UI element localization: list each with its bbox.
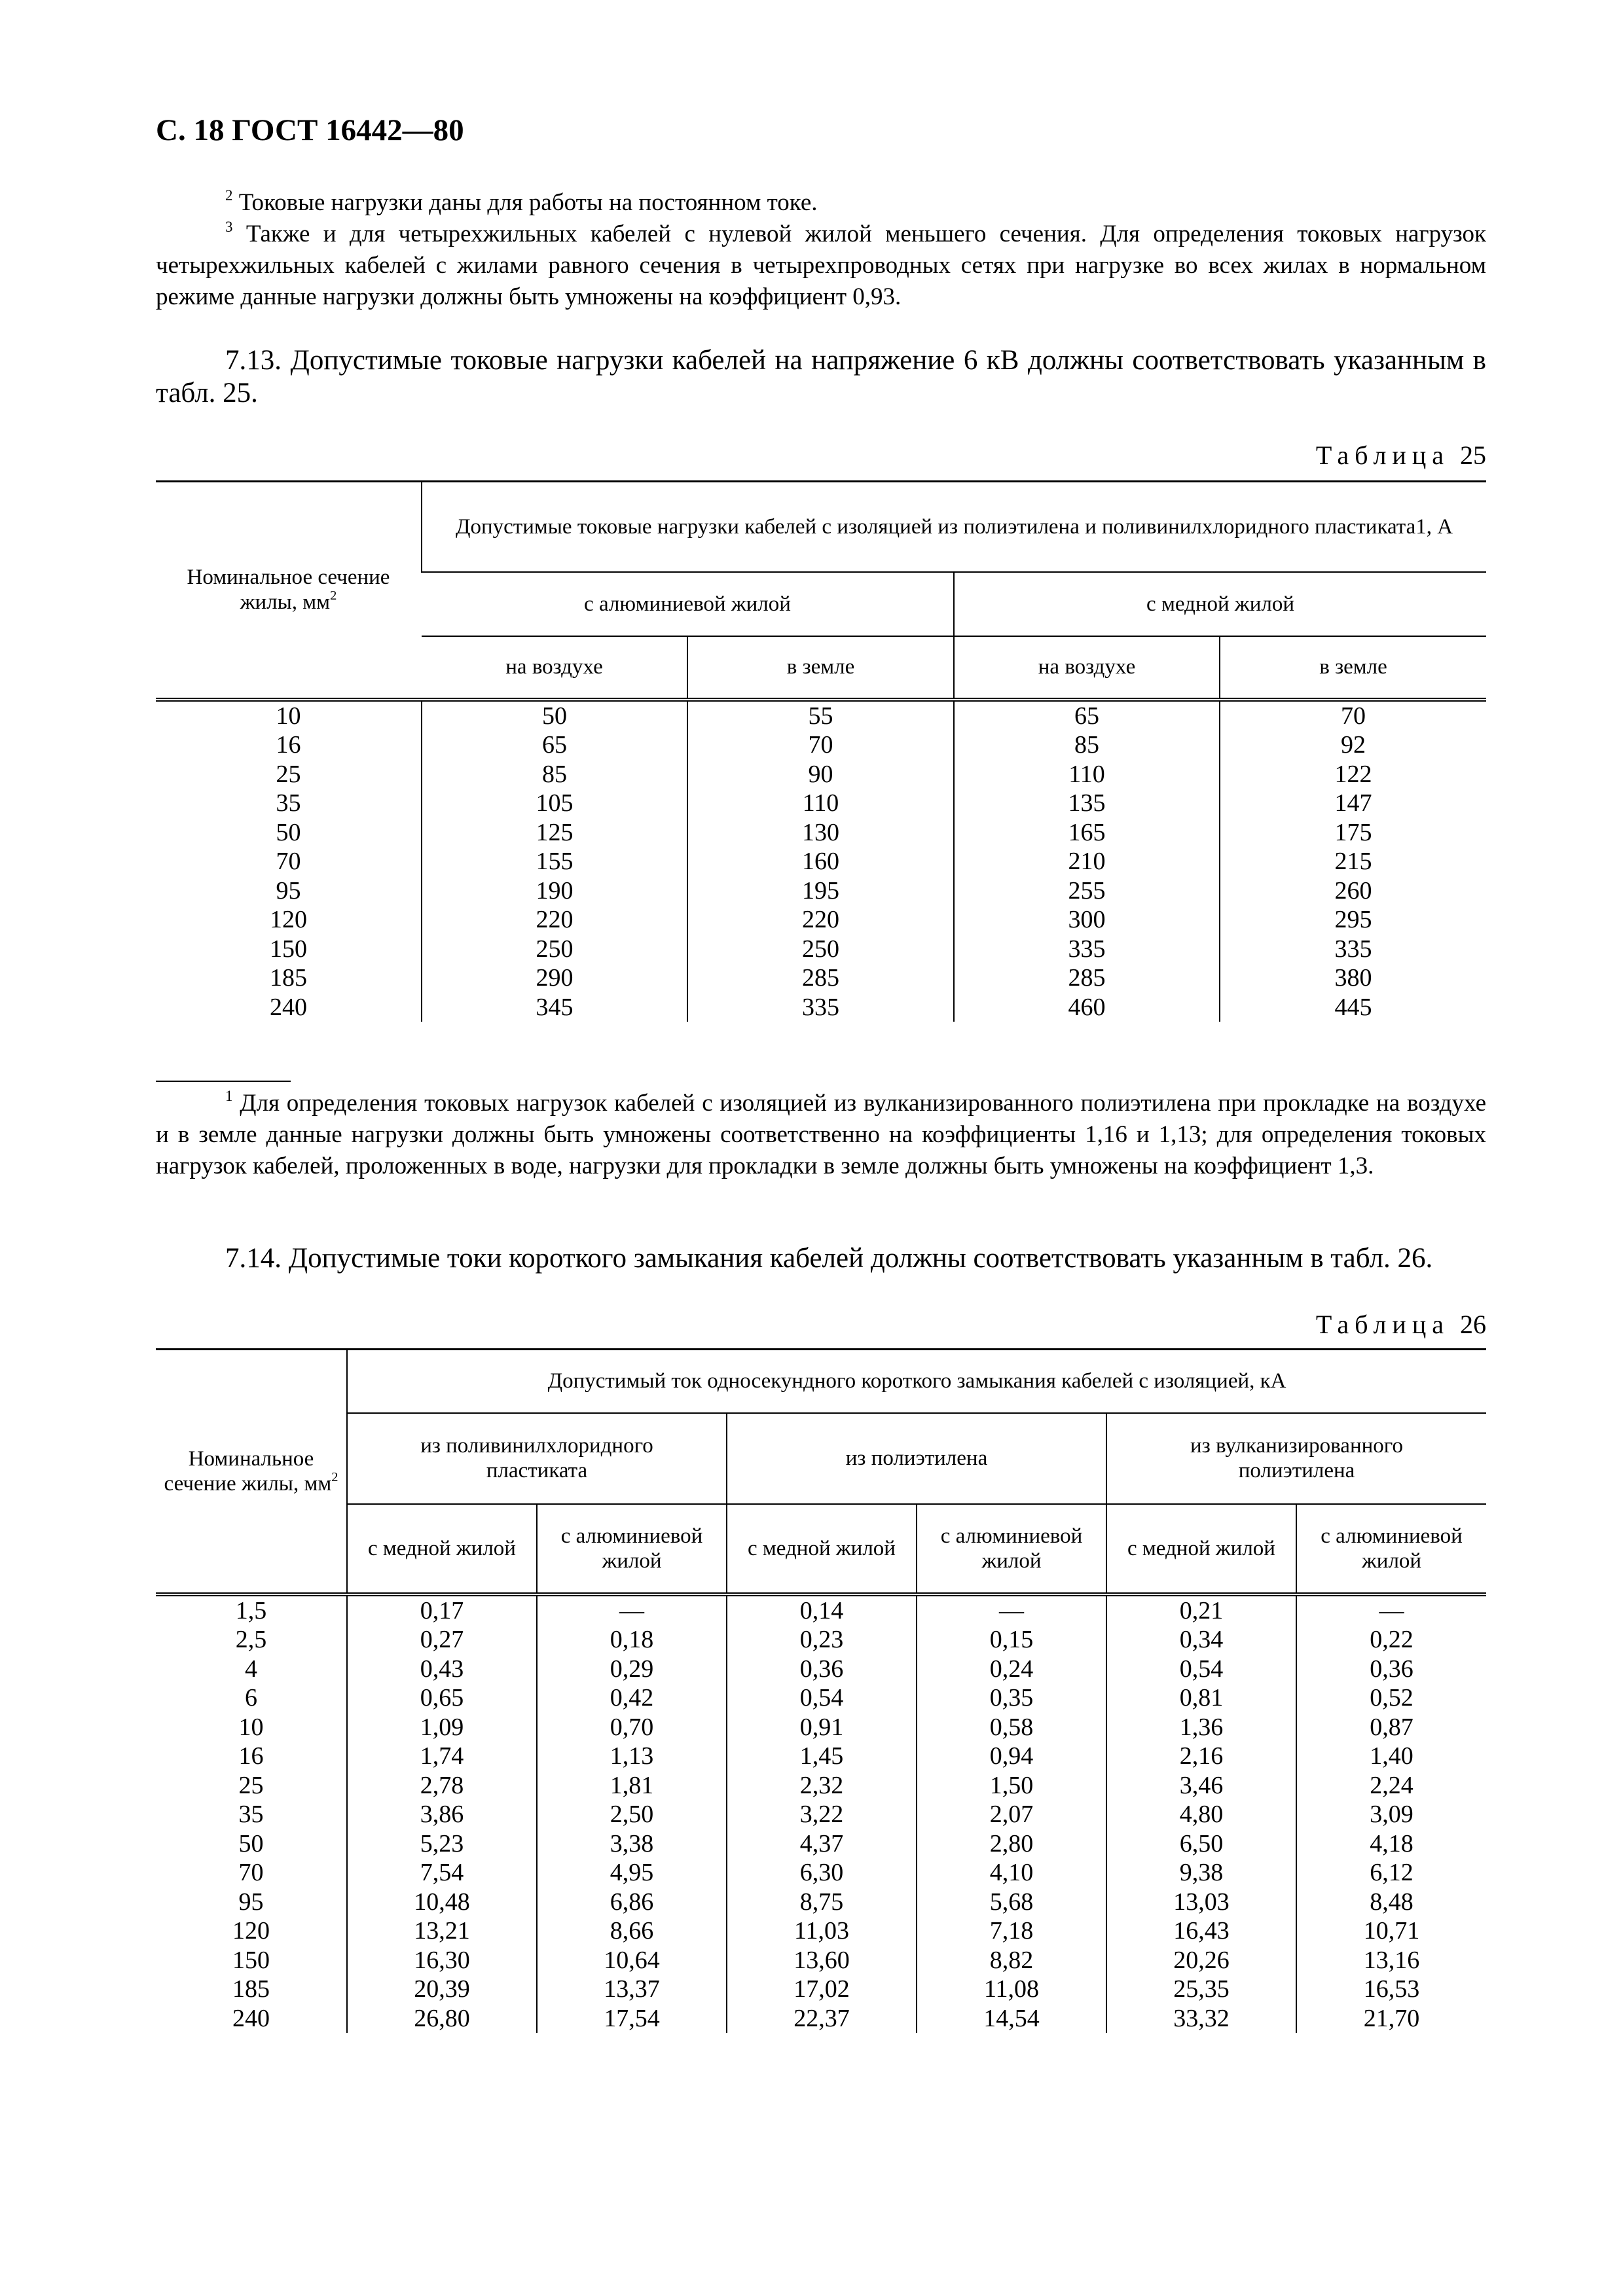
table-cell: 92 xyxy=(1220,730,1486,760)
footnote-3: $^3$ Также и для четырехжильных кабелей с нулевой жилой меньшего сечения. Для определения токовых нагрузок четырехжильных кабелей с жилами равного сечения в четырехпроводных сетях при нагрузке во всех жилах в нормальном режиме данные нагрузки должны быть умножены на коэффициент 0,93. xyxy=(156,218,1486,310)
table-cell: 345 xyxy=(422,993,687,1022)
t25-header-aluminium: с алюминиевой жилой xyxy=(422,572,954,636)
table-cell: 4,95 xyxy=(537,1858,727,1888)
table-cell: 16,53 xyxy=(1296,1975,1486,2004)
table-cell: 110 xyxy=(687,789,954,818)
table-cell: 85 xyxy=(954,730,1220,760)
table-row xyxy=(156,1946,1486,1975)
table-cell: 13,60 xyxy=(727,1946,917,1975)
table-cell: 21,70 xyxy=(1296,2004,1486,2034)
table-cell: 1,5 xyxy=(235,1596,267,1624)
table-cell: 8,75 xyxy=(727,1888,917,1917)
t25-header-cu-air: на воздухе xyxy=(954,636,1220,700)
table-25-caption: Таблица 25 xyxy=(1315,440,1486,470)
table-cell: 11,03 xyxy=(727,1916,917,1946)
table-cell: 0,65 xyxy=(347,1683,537,1713)
table-cell: 0,27 xyxy=(347,1625,537,1655)
table-cell: 105 xyxy=(422,789,687,818)
table-25 xyxy=(156,480,1486,1022)
t25-body xyxy=(156,700,1486,1022)
table-cell: 165 xyxy=(954,818,1220,848)
table-cell: 2,16 xyxy=(1106,1742,1296,1771)
table-cell: 0,24 xyxy=(917,1655,1106,1684)
table-cell: 3,46 xyxy=(1106,1771,1296,1801)
table-cell: 150 xyxy=(270,935,307,963)
table-row xyxy=(156,1888,1486,1917)
table-cell: 0,42 xyxy=(537,1683,727,1713)
table-cell: 0,15 xyxy=(917,1625,1106,1655)
table-row xyxy=(156,993,1486,1022)
table-row xyxy=(156,1858,1486,1888)
footnote-2: $^2$ Токовые нагрузки даны для работы на постоянном токе. xyxy=(225,187,818,216)
table-cell: 7,18 xyxy=(917,1916,1106,1946)
page-header: С. 18 ГОСТ 16442—80 xyxy=(156,113,464,147)
table-cell: 70 xyxy=(238,1859,264,1886)
table-row xyxy=(156,963,1486,993)
table-cell: 250 xyxy=(422,935,687,964)
table-cell: 65 xyxy=(954,700,1220,731)
table-cell: 95 xyxy=(276,876,301,905)
table-cell: 220 xyxy=(422,905,687,935)
table-26-caption: Таблица 26 xyxy=(1315,1310,1486,1339)
table-cell: 22,37 xyxy=(727,2004,917,2034)
table-cell: 250 xyxy=(687,935,954,964)
table-cell: 3,86 xyxy=(347,1800,537,1829)
paragraph-7-14: 7.14. Допустимые токи короткого замыкания кабелей должны соответствовать указанным в табл. 26. xyxy=(225,1243,1433,1274)
table-cell: 50 xyxy=(276,818,301,846)
table-cell: 10 xyxy=(276,702,301,730)
table-cell: 16,43 xyxy=(1106,1916,1296,1946)
table-cell: 8,82 xyxy=(917,1946,1106,1975)
table-cell: 4,18 xyxy=(1296,1829,1486,1859)
table-cell: 16,30 xyxy=(347,1946,537,1975)
table-cell: 7,54 xyxy=(347,1858,537,1888)
table-cell: 1,13 xyxy=(537,1742,727,1771)
table-cell: 135 xyxy=(954,789,1220,818)
table-cell: 2,07 xyxy=(917,1800,1106,1829)
table-cell: 110 xyxy=(954,760,1220,789)
table-cell: 0,22 xyxy=(1296,1625,1486,1655)
table-cell: 6,12 xyxy=(1296,1858,1486,1888)
table-cell: 3,22 xyxy=(727,1800,917,1829)
t26-header-group: Допустимый ток односекундного короткого замыкания кабелей с изоляцией, кА xyxy=(347,1350,1486,1413)
table-row xyxy=(156,1829,1486,1859)
table-cell: 1,45 xyxy=(727,1742,917,1771)
table-cell: 6,30 xyxy=(727,1858,917,1888)
table-cell: 1,50 xyxy=(917,1771,1106,1801)
table-cell: 150 xyxy=(232,1946,270,1974)
table-row xyxy=(156,730,1486,760)
table-cell: 210 xyxy=(954,847,1220,876)
table-cell: 65 xyxy=(422,730,687,760)
table-cell: 50 xyxy=(422,700,687,731)
table-cell: 130 xyxy=(687,818,954,848)
t26-header-pe-cu: с медной жилой xyxy=(727,1504,917,1594)
table-cell: 2,5 xyxy=(235,1626,267,1653)
table-row xyxy=(156,1655,1486,1684)
table-cell: 2,50 xyxy=(537,1800,727,1829)
table-cell: 8,66 xyxy=(537,1916,727,1946)
table-cell: 5,23 xyxy=(347,1829,537,1859)
table-cell: 160 xyxy=(687,847,954,876)
table-cell: 2,24 xyxy=(1296,1771,1486,1801)
table-cell: 25 xyxy=(238,1771,264,1799)
table-cell: 33,32 xyxy=(1106,2004,1296,2034)
top-footnotes xyxy=(156,187,1486,313)
t25-header-cu-ground: в земле xyxy=(1220,636,1486,700)
table-cell: 335 xyxy=(1220,935,1486,964)
table-cell: 11,08 xyxy=(917,1975,1106,2004)
footnote-divider xyxy=(156,1081,291,1082)
table-cell: 335 xyxy=(687,993,954,1022)
table-cell: 2,78 xyxy=(347,1771,537,1801)
t26-header-pe-al: с алюминиевой жилой xyxy=(917,1504,1106,1594)
t25-header-al-air: на воздухе xyxy=(422,636,687,700)
table-cell: 90 xyxy=(687,760,954,789)
table-cell: 0,21 xyxy=(1106,1594,1296,1626)
t26-header-pvc-al: с алюминиевой жилой xyxy=(537,1504,727,1594)
table-cell: 16 xyxy=(238,1742,264,1770)
table-row xyxy=(156,700,1486,731)
table-cell: 255 xyxy=(954,876,1220,906)
table-cell: 260 xyxy=(1220,876,1486,906)
table-cell: 240 xyxy=(270,993,307,1021)
table-cell: 155 xyxy=(422,847,687,876)
table-row xyxy=(156,935,1486,964)
table-cell: 9,38 xyxy=(1106,1858,1296,1888)
table-row xyxy=(156,1916,1486,1946)
table-cell: 335 xyxy=(954,935,1220,964)
table-cell: 13,03 xyxy=(1106,1888,1296,1917)
table-cell: 0,70 xyxy=(537,1713,727,1742)
paragraph-7-13: 7.13. Допустимые токовые нагрузки кабелей на напряжение 6 кВ должны соответствовать указанным в табл. 25. xyxy=(156,345,1486,408)
table-row xyxy=(156,818,1486,848)
table-cell: 0,36 xyxy=(1296,1655,1486,1684)
t26-body xyxy=(156,1594,1486,2034)
table-cell: 0,23 xyxy=(727,1625,917,1655)
t26-header-xlpe-cu: с медной жилой xyxy=(1106,1504,1296,1594)
table-cell: 8,48 xyxy=(1296,1888,1486,1917)
table-row xyxy=(156,1683,1486,1713)
table-cell: 17,54 xyxy=(537,2004,727,2034)
table-cell: 5,68 xyxy=(917,1888,1106,1917)
table-cell: 0,17 xyxy=(347,1594,537,1626)
table-cell: 0,36 xyxy=(727,1655,917,1684)
table-cell: 26,80 xyxy=(347,2004,537,2034)
table-cell: 35 xyxy=(238,1801,264,1828)
table-cell: 4,10 xyxy=(917,1858,1106,1888)
table-cell: 0,34 xyxy=(1106,1625,1296,1655)
t26-header-xlpe-al: с алюминиевой жилой xyxy=(1296,1504,1486,1594)
t26-header-pvc-cu: с медной жилой xyxy=(347,1504,537,1594)
table-cell: 0,52 xyxy=(1296,1683,1486,1713)
table-cell: 85 xyxy=(422,760,687,789)
table-cell: 0,81 xyxy=(1106,1683,1296,1713)
table-row xyxy=(156,1800,1486,1829)
table-cell: 445 xyxy=(1220,993,1486,1022)
table-cell: 122 xyxy=(1220,760,1486,789)
table-cell: 13,16 xyxy=(1296,1946,1486,1975)
table-row xyxy=(156,876,1486,906)
table-cell: 3,38 xyxy=(537,1829,727,1859)
table-row xyxy=(156,1975,1486,2004)
t26-header-section: Номинальное сечение жилы, $мм^2$ xyxy=(156,1350,347,1594)
table-row xyxy=(156,1713,1486,1742)
table-cell: 0,87 xyxy=(1296,1713,1486,1742)
table-cell: 460 xyxy=(954,993,1220,1022)
table-cell: 295 xyxy=(1220,905,1486,935)
table-row xyxy=(156,1771,1486,1801)
table-row xyxy=(156,1742,1486,1771)
table-cell: 147 xyxy=(1220,789,1486,818)
table-cell: 0,14 xyxy=(727,1594,917,1626)
table-cell: 175 xyxy=(1220,818,1486,848)
table-cell: 6,50 xyxy=(1106,1829,1296,1859)
table-cell: 120 xyxy=(232,1917,270,1945)
table-row xyxy=(156,760,1486,789)
table-cell: 13,21 xyxy=(347,1916,537,1946)
table-row xyxy=(156,1594,1486,1626)
table-cell: 0,54 xyxy=(727,1683,917,1713)
table-cell: 2,80 xyxy=(917,1829,1106,1859)
table-row xyxy=(156,2004,1486,2034)
table-cell: 10,71 xyxy=(1296,1916,1486,1946)
table-cell: 70 xyxy=(276,848,301,875)
table-cell: 285 xyxy=(954,963,1220,993)
table-25-footnote xyxy=(156,1088,1486,1182)
table-26 xyxy=(156,1348,1486,2033)
table-cell: 4,37 xyxy=(727,1829,917,1859)
table-cell: 70 xyxy=(687,730,954,760)
table-cell: 4,80 xyxy=(1106,1800,1296,1829)
table-row xyxy=(156,789,1486,818)
table-cell: 20,26 xyxy=(1106,1946,1296,1975)
table-cell: — xyxy=(537,1594,727,1626)
table-cell: 3,09 xyxy=(1296,1800,1486,1829)
footnote-1: $^1$ Для определения токовых нагрузок кабелей с изоляцией из вулканизированного полиэтилена при прокладке на воздухе и в земле данные нагрузки должны быть умножены соответственно на коэффициенты 1,16 и 1,13; для определения токовых нагрузок кабелей, проложенных в воде, нагрузки для прокладки в земле должны быть умножены на коэффициент 1,3. xyxy=(156,1087,1486,1179)
table-cell: 2,32 xyxy=(727,1771,917,1801)
table-cell: — xyxy=(917,1594,1106,1626)
table-cell: 0,54 xyxy=(1106,1655,1296,1684)
table-cell: 20,39 xyxy=(347,1975,537,2004)
table-cell: 14,54 xyxy=(917,2004,1106,2034)
table-cell: 185 xyxy=(270,964,307,992)
table-cell: 0,43 xyxy=(347,1655,537,1684)
table-cell: 16 xyxy=(276,731,301,759)
table-cell: 215 xyxy=(1220,847,1486,876)
table-cell: 0,94 xyxy=(917,1742,1106,1771)
t25-header-group: Допустимые токовые нагрузки кабелей с изоляцией из полиэтилена и поливинилхлоридного пластиката1, А xyxy=(422,482,1486,572)
table-cell: 0,29 xyxy=(537,1655,727,1684)
table-cell: 1,09 xyxy=(347,1713,537,1742)
t25-header-section: Номинальное сечение жилы, $мм^2$ xyxy=(156,482,422,700)
table-cell: 35 xyxy=(276,789,301,817)
table-cell: 6 xyxy=(245,1684,257,1712)
t25-header-al-ground: в земле xyxy=(687,636,954,700)
t25-header-copper: с медной жилой xyxy=(954,572,1486,636)
table-cell: 50 xyxy=(238,1829,264,1857)
table-cell: 220 xyxy=(687,905,954,935)
t26-header-pvc: из поливинилхлоридного пластиката xyxy=(347,1413,727,1504)
table-cell: 240 xyxy=(232,2004,270,2032)
table-cell: 380 xyxy=(1220,963,1486,993)
table-cell: 13,37 xyxy=(537,1975,727,2004)
t26-header-pe: из полиэтилена xyxy=(727,1413,1106,1504)
table-cell: 285 xyxy=(687,963,954,993)
t26-header-xlpe: из вулканизированного полиэтилена xyxy=(1106,1413,1486,1504)
table-cell: 25 xyxy=(276,760,301,788)
table-cell: 1,81 xyxy=(537,1771,727,1801)
table-cell: 0,91 xyxy=(727,1713,917,1742)
table-cell: 95 xyxy=(238,1888,264,1916)
table-cell: 1,36 xyxy=(1106,1713,1296,1742)
table-cell: 190 xyxy=(422,876,687,906)
table-cell: 6,86 xyxy=(537,1888,727,1917)
table-cell: 0,58 xyxy=(917,1713,1106,1742)
table-cell: 10,64 xyxy=(537,1946,727,1975)
table-cell: — xyxy=(1296,1594,1486,1626)
table-cell: 1,74 xyxy=(347,1742,537,1771)
table-cell: 25,35 xyxy=(1106,1975,1296,2004)
table-cell: 125 xyxy=(422,818,687,848)
table-cell: 185 xyxy=(232,1975,270,2003)
table-cell: 120 xyxy=(270,906,307,933)
table-cell: 55 xyxy=(687,700,954,731)
table-row xyxy=(156,1625,1486,1655)
table-cell: 70 xyxy=(1220,700,1486,731)
table-cell: 4 xyxy=(245,1655,257,1683)
table-row xyxy=(156,905,1486,935)
table-cell: 1,40 xyxy=(1296,1742,1486,1771)
table-cell: 300 xyxy=(954,905,1220,935)
table-cell: 10,48 xyxy=(347,1888,537,1917)
table-cell: 10 xyxy=(238,1713,264,1741)
table-cell: 0,18 xyxy=(537,1625,727,1655)
table-cell: 0,35 xyxy=(917,1683,1106,1713)
table-cell: 17,02 xyxy=(727,1975,917,2004)
table-row xyxy=(156,847,1486,876)
table-cell: 290 xyxy=(422,963,687,993)
table-cell: 195 xyxy=(687,876,954,906)
